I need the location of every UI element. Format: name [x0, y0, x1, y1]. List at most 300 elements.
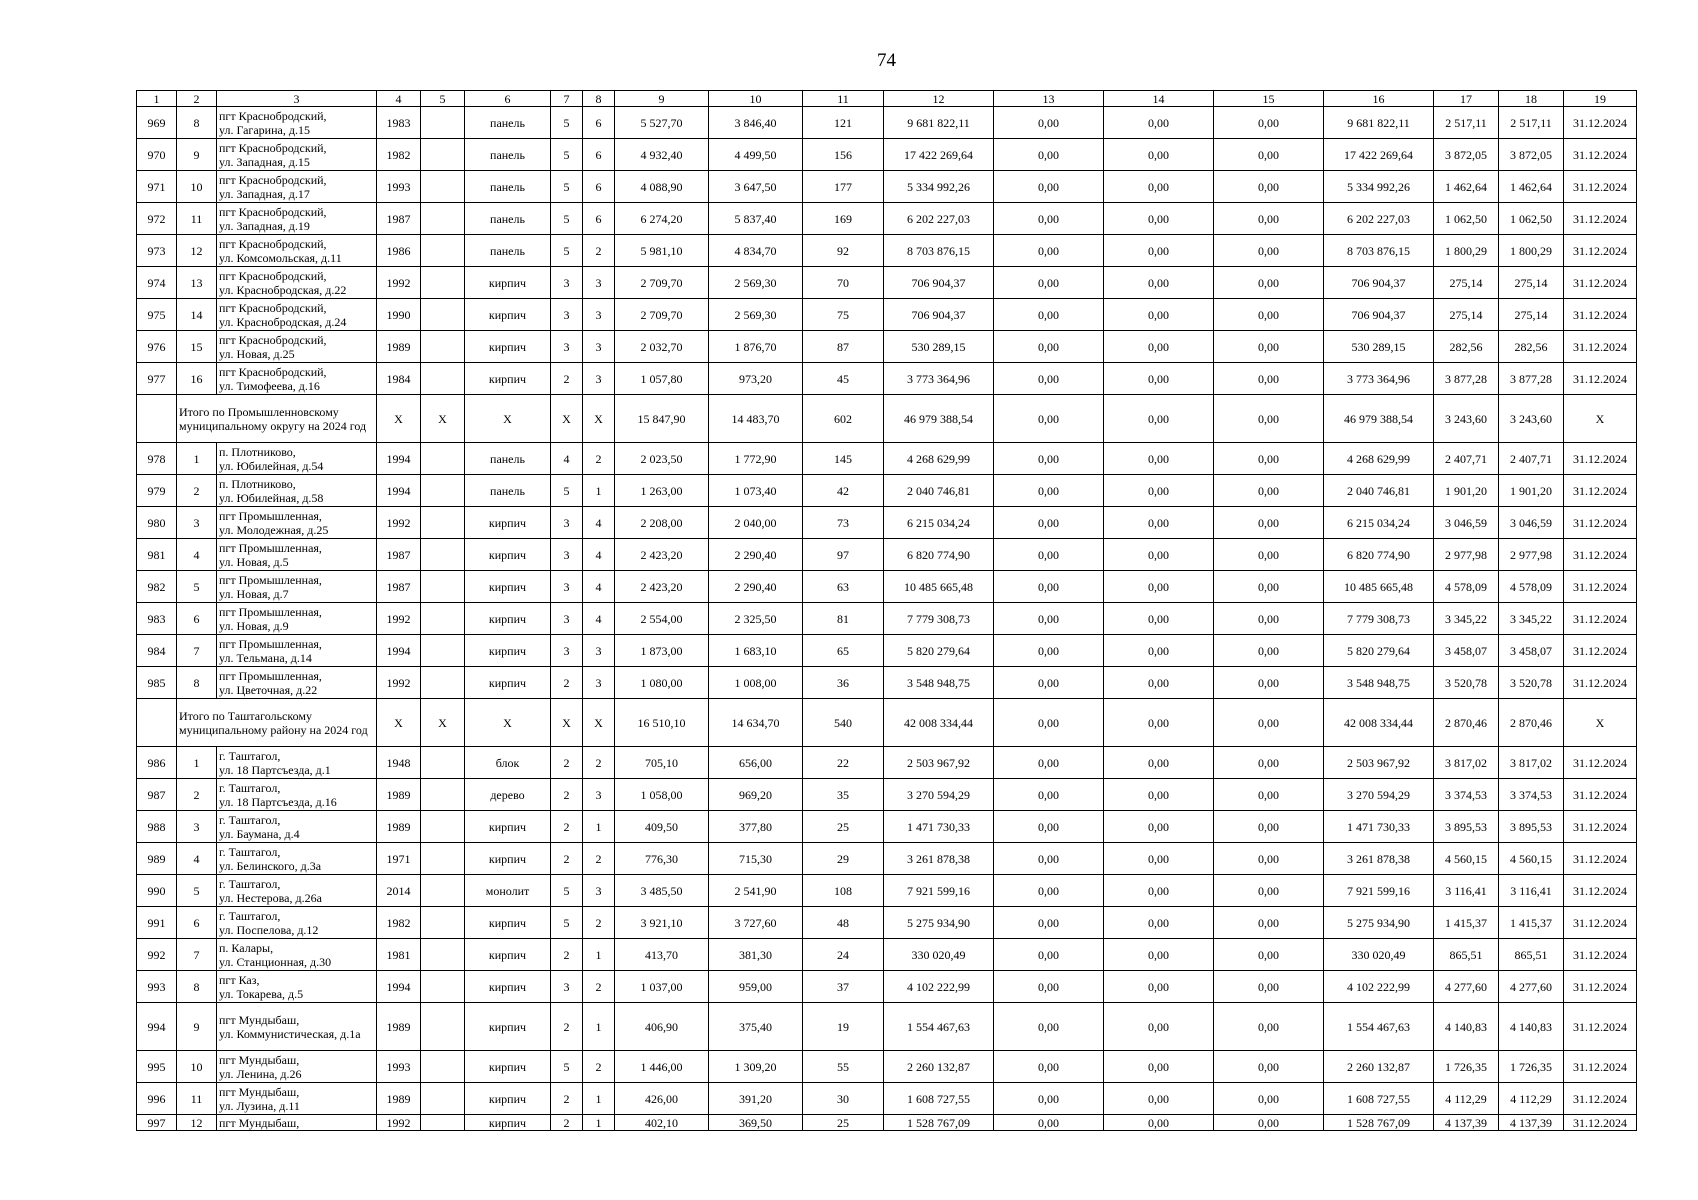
- cell-mat: кирпич: [465, 811, 551, 843]
- cell-cost: 17 422 269,64: [884, 139, 994, 171]
- cell-area: 4 932,40: [615, 139, 709, 171]
- cell-fl: 5: [551, 107, 583, 139]
- cell-c15: 0,00: [1214, 507, 1324, 539]
- cell-c13: 0,00: [994, 571, 1104, 603]
- address-settlement: г. Таштагол,: [219, 844, 281, 859]
- cell-ppl: 24: [803, 939, 884, 971]
- cell-c13: 0,00: [994, 539, 1104, 571]
- cell-liv: 14 634,70: [709, 699, 803, 747]
- cell-liv: 2 290,40: [709, 571, 803, 603]
- address-street: ул. Белинского, д.3а: [219, 858, 322, 873]
- column-number-header: [137, 91, 1637, 107]
- cell-c13: 0,00: [994, 203, 1104, 235]
- cell-fl: 2: [551, 1115, 583, 1131]
- address-street: ул. Западная, д.17: [219, 186, 310, 201]
- cell-year: 1993: [377, 171, 421, 203]
- cell-fl: 2: [551, 747, 583, 779]
- cell-c15: 0,00: [1214, 747, 1324, 779]
- cell-cost: 7 779 308,73: [884, 603, 994, 635]
- cell-en: 6: [583, 139, 615, 171]
- cell-c17: 275,14: [1434, 267, 1499, 299]
- cell-ppl: 121: [803, 107, 884, 139]
- cell-c15: 0,00: [1214, 667, 1324, 699]
- address-street: ул. Западная, д.19: [219, 218, 310, 233]
- cell-c16: 2 040 746,81: [1324, 475, 1434, 507]
- cell-c17: 4 578,09: [1434, 571, 1499, 603]
- address-cell: [217, 363, 377, 395]
- row-number: 971: [137, 171, 177, 203]
- address-settlement: пгт Краснобродский,: [219, 268, 327, 283]
- table-row: [137, 1115, 1637, 1131]
- table-row: [137, 971, 1637, 1003]
- cell-c5: [421, 907, 465, 939]
- column-header-17: 17: [1434, 91, 1499, 107]
- table-row: [137, 667, 1637, 699]
- cell-c18: 3 458,07: [1499, 635, 1564, 667]
- cell-area: 15 847,90: [615, 395, 709, 443]
- row-subnumber: 8: [177, 667, 217, 699]
- cell-c15: 0,00: [1214, 1083, 1324, 1115]
- cell-fl: 3: [551, 571, 583, 603]
- cell-mat: кирпич: [465, 363, 551, 395]
- cell-ppl: 92: [803, 235, 884, 267]
- cell-c13: 0,00: [994, 363, 1104, 395]
- cell-area: 406,90: [615, 1003, 709, 1051]
- row-subnumber: 4: [177, 843, 217, 875]
- cell-year: 1971: [377, 843, 421, 875]
- cell-area: 426,00: [615, 1083, 709, 1115]
- cell-area: 2 554,00: [615, 603, 709, 635]
- cell-c13: 0,00: [994, 267, 1104, 299]
- cell-fl: 3: [551, 267, 583, 299]
- cell-c14: 0,00: [1104, 475, 1214, 507]
- cell-liv: 959,00: [709, 971, 803, 1003]
- address-settlement: г. Таштагол,: [219, 876, 281, 891]
- cell-c13: 0,00: [994, 475, 1104, 507]
- cell-c15: 0,00: [1214, 443, 1324, 475]
- cell-date: 31.12.2024: [1564, 1115, 1637, 1131]
- cell-cost: 1 471 730,33: [884, 811, 994, 843]
- address-cell: [217, 203, 377, 235]
- cell-en: 1: [583, 811, 615, 843]
- cell-c14: 0,00: [1104, 779, 1214, 811]
- cell-c15: 0,00: [1214, 235, 1324, 267]
- cell-en: 3: [583, 363, 615, 395]
- cell-cost: 5 820 279,64: [884, 635, 994, 667]
- table-row: [137, 939, 1637, 971]
- address-settlement: пгт Каз,: [219, 972, 260, 987]
- cell-c13: 0,00: [994, 299, 1104, 331]
- cell-c13: 0,00: [994, 1051, 1104, 1083]
- cell-c15: 0,00: [1214, 107, 1324, 139]
- cell-date: X: [1564, 395, 1637, 443]
- cell-year: X: [377, 395, 421, 443]
- row-number: 988: [137, 811, 177, 843]
- cell-mat: кирпич: [465, 507, 551, 539]
- cell-cost: 1 528 767,09: [884, 1115, 994, 1131]
- cell-c5: [421, 1003, 465, 1051]
- cell-c16: 706 904,37: [1324, 299, 1434, 331]
- address-street: ул. Краснобродская, д.22: [219, 282, 347, 297]
- cell-c5: [421, 1115, 465, 1131]
- cell-cost: 8 703 876,15: [884, 235, 994, 267]
- cell-liv: 2 325,50: [709, 603, 803, 635]
- cell-c16: 7 779 308,73: [1324, 603, 1434, 635]
- address-street: ул. Тимофеева, д.16: [219, 378, 320, 393]
- cell-c16: 7 921 599,16: [1324, 875, 1434, 907]
- cell-c18: 1 462,64: [1499, 171, 1564, 203]
- cell-c18: 2 517,11: [1499, 107, 1564, 139]
- cell-c13: 0,00: [994, 1115, 1104, 1131]
- cell-en: 6: [583, 203, 615, 235]
- row-number: 994: [137, 1003, 177, 1051]
- cell-date: 31.12.2024: [1564, 299, 1637, 331]
- cell-c17: 2 517,11: [1434, 107, 1499, 139]
- cell-liv: 2 569,30: [709, 267, 803, 299]
- cell-c16: 9 681 822,11: [1324, 107, 1434, 139]
- cell-c17: 3 895,53: [1434, 811, 1499, 843]
- cell-c15: 0,00: [1214, 779, 1324, 811]
- cell-c17: 4 277,60: [1434, 971, 1499, 1003]
- row-subnumber: 5: [177, 875, 217, 907]
- address-cell: [217, 1083, 377, 1115]
- row-subnumber: 5: [177, 571, 217, 603]
- cell-fl: 2: [551, 843, 583, 875]
- cell-c18: 1 901,20: [1499, 475, 1564, 507]
- cell-c17: 282,56: [1434, 331, 1499, 363]
- table-row: [137, 811, 1637, 843]
- cell-en: 6: [583, 107, 615, 139]
- cell-ppl: 73: [803, 507, 884, 539]
- cell-liv: 381,30: [709, 939, 803, 971]
- cell-date: 31.12.2024: [1564, 1051, 1637, 1083]
- cell-fl: 3: [551, 299, 583, 331]
- cell-liv: 14 483,70: [709, 395, 803, 443]
- cell-area: 5 981,10: [615, 235, 709, 267]
- cell-mat: кирпич: [465, 299, 551, 331]
- cell-c14: 0,00: [1104, 747, 1214, 779]
- cell-ppl: 75: [803, 299, 884, 331]
- cell-liv: 3 727,60: [709, 907, 803, 939]
- address-settlement: пгт Краснобродский,: [219, 236, 327, 251]
- cell-c17: 1 062,50: [1434, 203, 1499, 235]
- cell-year: 1990: [377, 299, 421, 331]
- cell-c17: 4 140,83: [1434, 1003, 1499, 1051]
- cell-date: 31.12.2024: [1564, 779, 1637, 811]
- cell-fl: 2: [551, 1003, 583, 1051]
- cell-liv: 375,40: [709, 1003, 803, 1051]
- address-street: ул. 18 Партсъезда, д.1: [219, 762, 331, 777]
- cell-c14: 0,00: [1104, 235, 1214, 267]
- cell-ppl: 55: [803, 1051, 884, 1083]
- cell-cost: 4 102 222,99: [884, 971, 994, 1003]
- cell-c14: 0,00: [1104, 395, 1214, 443]
- cell-c18: 1 726,35: [1499, 1051, 1564, 1083]
- address-cell: [217, 971, 377, 1003]
- cell-liv: 4 834,70: [709, 235, 803, 267]
- row-subnumber: 7: [177, 939, 217, 971]
- address-street: ул. Новая, д.5: [219, 554, 289, 569]
- cell-c13: 0,00: [994, 1083, 1104, 1115]
- column-header-8: 8: [583, 91, 615, 107]
- cell-fl: 5: [551, 907, 583, 939]
- row-subnumber: 16: [177, 363, 217, 395]
- cell-date: 31.12.2024: [1564, 667, 1637, 699]
- cell-ppl: 30: [803, 1083, 884, 1115]
- address-street: ул. Западная, д.15: [219, 154, 310, 169]
- cell-en: 3: [583, 331, 615, 363]
- cell-c14: 0,00: [1104, 843, 1214, 875]
- row-number: 984: [137, 635, 177, 667]
- address-settlement: пгт Мундыбаш,: [219, 1084, 300, 1099]
- address-cell: [217, 171, 377, 203]
- cell-c18: 3 116,41: [1499, 875, 1564, 907]
- cell-area: 3 921,10: [615, 907, 709, 939]
- cell-date: 31.12.2024: [1564, 603, 1637, 635]
- cell-ppl: 65: [803, 635, 884, 667]
- address-cell: [217, 907, 377, 939]
- cell-c14: 0,00: [1104, 699, 1214, 747]
- cell-ppl: 97: [803, 539, 884, 571]
- cell-c18: 4 560,15: [1499, 843, 1564, 875]
- cell-ppl: 81: [803, 603, 884, 635]
- cell-c15: 0,00: [1214, 395, 1324, 443]
- cell-en: 2: [583, 747, 615, 779]
- cell-c16: 1 554 467,63: [1324, 1003, 1434, 1051]
- address-settlement: пгт Краснобродский,: [219, 108, 327, 123]
- cell-fl: 5: [551, 875, 583, 907]
- cell-c18: 3 872,05: [1499, 139, 1564, 171]
- cell-cost: 3 548 948,75: [884, 667, 994, 699]
- cell-c17: 1 462,64: [1434, 171, 1499, 203]
- column-header-7: 7: [551, 91, 583, 107]
- address-street: ул. Комсомольская, д.11: [219, 250, 342, 265]
- cell-liv: 2 569,30: [709, 299, 803, 331]
- cell-year: 1993: [377, 1051, 421, 1083]
- cell-en: 3: [583, 667, 615, 699]
- cell-mat: панель: [465, 203, 551, 235]
- cell-fl: 5: [551, 203, 583, 235]
- cell-c13: 0,00: [994, 171, 1104, 203]
- cell-year: 1989: [377, 1003, 421, 1051]
- cell-c17: 2 977,98: [1434, 539, 1499, 571]
- cell-c15: 0,00: [1214, 971, 1324, 1003]
- cell-cost: 1 608 727,55: [884, 1083, 994, 1115]
- cell-c17: 1 800,29: [1434, 235, 1499, 267]
- cell-cost: 7 921 599,16: [884, 875, 994, 907]
- cell-c17: 1 726,35: [1434, 1051, 1499, 1083]
- row-number: 981: [137, 539, 177, 571]
- address-cell: [217, 571, 377, 603]
- column-header-2: 2: [177, 91, 217, 107]
- cell-c5: [421, 443, 465, 475]
- cell-area: 2 423,20: [615, 571, 709, 603]
- cell-liv: 1 772,90: [709, 443, 803, 475]
- table-row: [137, 299, 1637, 331]
- address-street: ул. Молодежная, д.25: [219, 522, 329, 537]
- cell-ppl: 19: [803, 1003, 884, 1051]
- table-row: [137, 907, 1637, 939]
- cell-c5: [421, 811, 465, 843]
- table-row: [137, 507, 1637, 539]
- cell-mat: кирпич: [465, 667, 551, 699]
- cell-fl: 2: [551, 1083, 583, 1115]
- cell-c17: 3 046,59: [1434, 507, 1499, 539]
- cell-en: 3: [583, 635, 615, 667]
- cell-fl: 5: [551, 1051, 583, 1083]
- cell-c14: 0,00: [1104, 939, 1214, 971]
- cell-c5: [421, 939, 465, 971]
- cell-c14: 0,00: [1104, 1083, 1214, 1115]
- column-header-16: 16: [1324, 91, 1434, 107]
- cell-c16: 530 289,15: [1324, 331, 1434, 363]
- row-number: 997: [137, 1115, 177, 1131]
- cell-fl: 3: [551, 603, 583, 635]
- cell-c17: 3 872,05: [1434, 139, 1499, 171]
- cell-mat: кирпич: [465, 1003, 551, 1051]
- cell-c15: 0,00: [1214, 811, 1324, 843]
- cell-mat: кирпич: [465, 939, 551, 971]
- cell-c18: 1 062,50: [1499, 203, 1564, 235]
- cell-en: 2: [583, 443, 615, 475]
- cell-fl: 3: [551, 331, 583, 363]
- cell-cost: 706 904,37: [884, 267, 994, 299]
- address-cell: [217, 331, 377, 363]
- cell-fl: 3: [551, 635, 583, 667]
- cell-area: 1 058,00: [615, 779, 709, 811]
- cell-c16: 706 904,37: [1324, 267, 1434, 299]
- column-header-1: 1: [137, 91, 177, 107]
- cell-ppl: 145: [803, 443, 884, 475]
- cell-cost: 5 275 934,90: [884, 907, 994, 939]
- address-cell: [217, 475, 377, 507]
- cell-liv: 3 647,50: [709, 171, 803, 203]
- address-cell: [217, 779, 377, 811]
- cell-c17: 2 870,46: [1434, 699, 1499, 747]
- cell-c16: 3 548 948,75: [1324, 667, 1434, 699]
- address-cell: [217, 235, 377, 267]
- cell-liv: 369,50: [709, 1115, 803, 1131]
- cell-c18: 4 140,83: [1499, 1003, 1564, 1051]
- cell-c15: 0,00: [1214, 907, 1324, 939]
- cell-c5: [421, 363, 465, 395]
- cell-cost: 2 260 132,87: [884, 1051, 994, 1083]
- row-subnumber: 15: [177, 331, 217, 363]
- address-settlement: г. Таштагол,: [219, 780, 281, 795]
- cell-year: 1983: [377, 107, 421, 139]
- cell-c15: 0,00: [1214, 475, 1324, 507]
- cell-c18: 2 870,46: [1499, 699, 1564, 747]
- cell-c18: 282,56: [1499, 331, 1564, 363]
- address-street: ул. 18 Партсъезда, д.16: [219, 794, 337, 809]
- address-settlement: г. Таштагол,: [219, 812, 281, 827]
- address-street: ул. Новая, д.25: [219, 346, 295, 361]
- cell-c17: 3 520,78: [1434, 667, 1499, 699]
- cell-c18: 275,14: [1499, 267, 1564, 299]
- address-street: ул. Цветочная, д.22: [219, 682, 318, 697]
- address-cell: [217, 1051, 377, 1083]
- address-settlement: г. Таштагол,: [219, 748, 281, 763]
- row-number: 969: [137, 107, 177, 139]
- table-row: [137, 779, 1637, 811]
- cell-liv: 2 290,40: [709, 539, 803, 571]
- cell-mat: кирпич: [465, 1115, 551, 1131]
- table-row: [137, 267, 1637, 299]
- row-subnumber: 9: [177, 139, 217, 171]
- cell-ppl: 70: [803, 267, 884, 299]
- cell-en: 4: [583, 571, 615, 603]
- cell-c5: [421, 171, 465, 203]
- cell-year: 1994: [377, 635, 421, 667]
- cell-c18: 4 277,60: [1499, 971, 1564, 1003]
- address-street: ул. Коммунистическая, д.1а: [219, 1026, 361, 1041]
- cell-fl: 5: [551, 139, 583, 171]
- cell-liv: 1 008,00: [709, 667, 803, 699]
- cell-c15: 0,00: [1214, 635, 1324, 667]
- row-subnumber: 10: [177, 171, 217, 203]
- row-subnumber: 14: [177, 299, 217, 331]
- cell-c17: 3 374,53: [1434, 779, 1499, 811]
- cell-c18: 275,14: [1499, 299, 1564, 331]
- cell-c5: [421, 507, 465, 539]
- cell-liv: 3 846,40: [709, 107, 803, 139]
- cell-c17: 4 560,15: [1434, 843, 1499, 875]
- cell-mat: кирпич: [465, 603, 551, 635]
- cell-c5: [421, 267, 465, 299]
- cell-c13: 0,00: [994, 939, 1104, 971]
- address-cell: [217, 939, 377, 971]
- cell-date: 31.12.2024: [1564, 267, 1637, 299]
- cell-c15: 0,00: [1214, 875, 1324, 907]
- cell-c14: 0,00: [1104, 267, 1214, 299]
- cell-date: 31.12.2024: [1564, 443, 1637, 475]
- row-number: 972: [137, 203, 177, 235]
- row-number: 990: [137, 875, 177, 907]
- row-number: 980: [137, 507, 177, 539]
- cell-mat: кирпич: [465, 1083, 551, 1115]
- cell-c5: X: [421, 395, 465, 443]
- column-header-5: 5: [421, 91, 465, 107]
- cell-year: 1986: [377, 235, 421, 267]
- cell-c17: 3 243,60: [1434, 395, 1499, 443]
- cell-mat: монолит: [465, 875, 551, 907]
- cell-c16: 2 503 967,92: [1324, 747, 1434, 779]
- cell-cost: 9 681 822,11: [884, 107, 994, 139]
- cell-cost: 330 020,49: [884, 939, 994, 971]
- cell-c16: 10 485 665,48: [1324, 571, 1434, 603]
- cell-date: 31.12.2024: [1564, 203, 1637, 235]
- cell-date: 31.12.2024: [1564, 907, 1637, 939]
- cell-year: 1992: [377, 267, 421, 299]
- row-subnumber: 1: [177, 443, 217, 475]
- cell-fl: 2: [551, 811, 583, 843]
- cell-ppl: 602: [803, 395, 884, 443]
- cell-c14: 0,00: [1104, 875, 1214, 907]
- cell-c14: 0,00: [1104, 603, 1214, 635]
- row-number: 992: [137, 939, 177, 971]
- row-subnumber: 12: [177, 1115, 217, 1131]
- cell-year: 1989: [377, 779, 421, 811]
- cell-en: 1: [583, 475, 615, 507]
- cell-c15: 0,00: [1214, 571, 1324, 603]
- cell-c18: 3 817,02: [1499, 747, 1564, 779]
- cell-c5: [421, 971, 465, 1003]
- row-number: 986: [137, 747, 177, 779]
- cell-date: 31.12.2024: [1564, 875, 1637, 907]
- cell-c5: X: [421, 699, 465, 747]
- row-subnumber: 7: [177, 635, 217, 667]
- cell-c13: 0,00: [994, 667, 1104, 699]
